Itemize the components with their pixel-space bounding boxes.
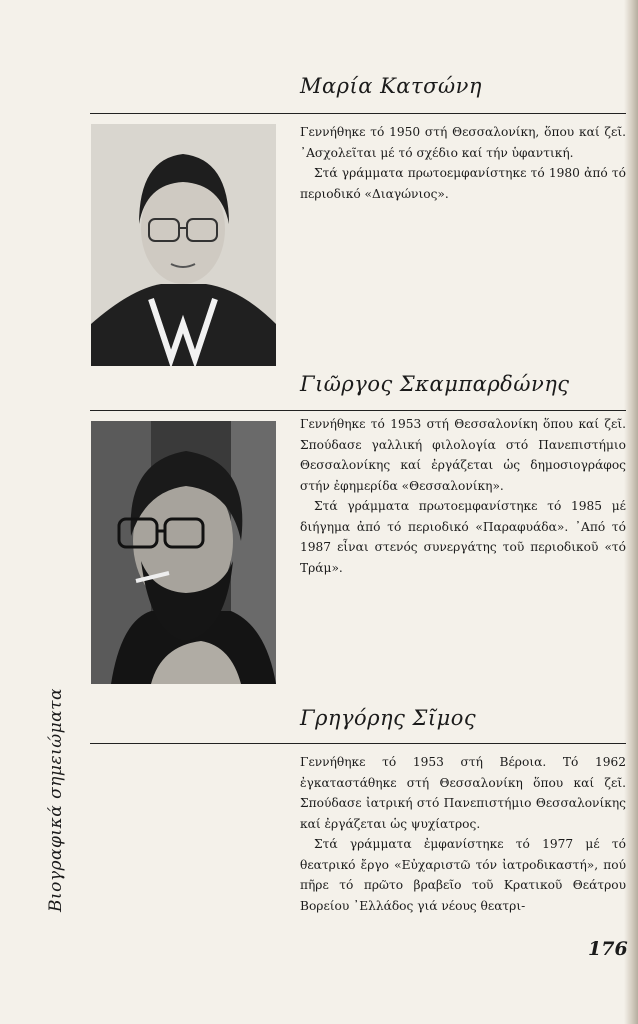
page-number: 176 (588, 938, 628, 960)
author-name-skampardonis: Γιῶργος Σκαμπαρδώνης (300, 372, 570, 396)
author-bio-skampardonis (300, 414, 626, 578)
bio-paragraph: Γεννήθηκε τό 1950 στή Θεσσαλονίκη, ὅπου καί ζεῖ. ᾽Ασχολεῖται μέ τό σχέδιο καί τήν ὑφαντική. (300, 125, 626, 160)
section-rule (90, 743, 626, 744)
author-name-simos: Γρηγόρης Σῖμος (300, 706, 477, 730)
bio-paragraph: Στά γράμματα πρωτοεμφανίστηκε τό 1980 ἀπό τό περιοδικό «Διαγώνιος». (300, 166, 626, 201)
section-rule (90, 113, 626, 114)
page-edge-shadow (624, 0, 638, 1024)
author-photo-katsoni (91, 124, 276, 366)
author-photo-skampardonis (91, 421, 276, 684)
section-rule (90, 410, 626, 411)
bio-paragraph: Γεννήθηκε τό 1953 στή Βέροια. Τό 1962 ἐγκαταστάθηκε στή Θεσσαλονίκη ὅπου καί ζεῖ. Σπούδασε ἰατρική στό Πανεπιστήμιο Θεσσαλονίκης καί ἐργάζεται ὡς ψυχίατρος. (300, 755, 626, 831)
bio-paragraph: Στά γράμματα ἐμφανίστηκε τό 1977 μέ τό θεατρικό ἔργο «Εὐχαριστῶ τόν ἰατροδικαστή», πού πῆρε τό πρῶτο βραβεῖο τοῦ Κρατικοῦ Θεάτρου Βορείου ᾽Ελλάδος γιά νέους θεατρι- (300, 837, 626, 913)
bio-paragraph: Στά γράμματα πρωτοεμφανίστηκε τό 1985 μέ διήγημα ἀπό τό περιοδικό «Παραφυάδα». ᾽Από τό 1987 εἶναι στενός συνεργάτης τοῦ περιοδικοῦ «τό Τράμ». (300, 499, 626, 575)
author-name-katsoni: Μαρία Κατσώνη (300, 74, 482, 98)
spine-section-title: Βιογραφικά σημειώματα (46, 687, 66, 912)
bio-paragraph: Γεννήθηκε τό 1953 στή Θεσσαλονίκη ὅπου καί ζεῖ. Σπούδασε γαλλική φιλολογία στό Πανεπιστήμιο Θεσσαλονίκης καί ἐργάζεται ὡς δημοσιογράφος στήν ἐφημερίδα «Θεσσαλονίκη». (300, 417, 626, 493)
author-bio-simos (300, 752, 626, 916)
author-bio-katsoni (300, 122, 626, 204)
